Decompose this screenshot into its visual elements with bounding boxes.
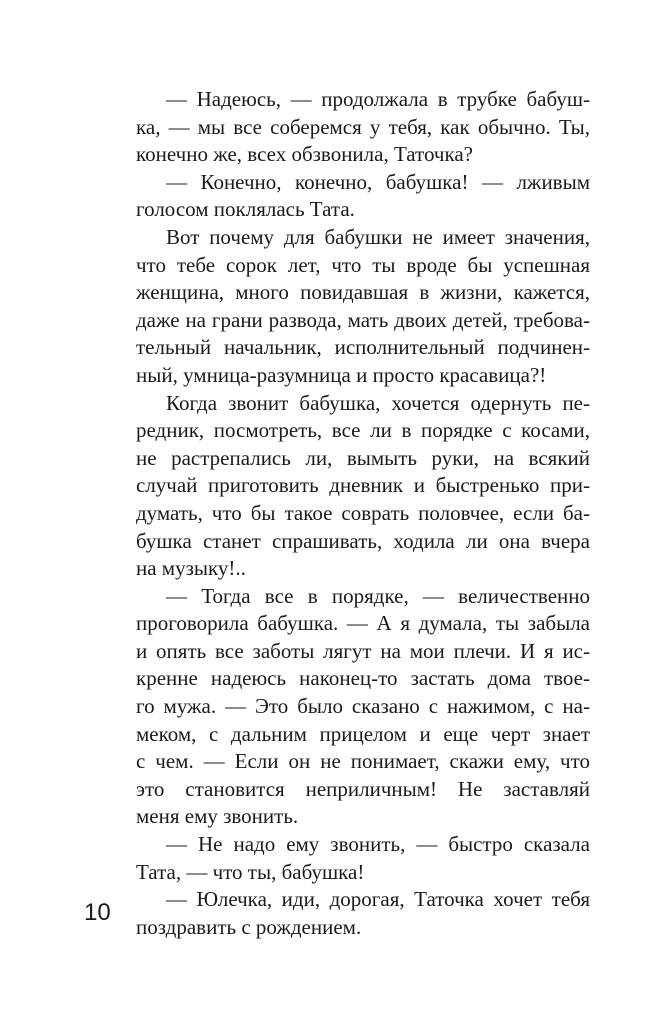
text-line: проговорила бабушка. — А я думала, ты забыла [136, 611, 590, 636]
text-line: Вот почему для бабушки не имеет значения, [166, 224, 590, 249]
text-line: кренне надеюсь наконец-то застать дома твое- [136, 666, 590, 691]
text-line: Когда звонит бабушка, хочется одернуть пе- [166, 390, 590, 415]
text-line: го мужа. — Это было сказано с нажимом, с на- [136, 694, 590, 719]
text-line: меком, с дальним прицелом и еще черт знает [136, 721, 590, 746]
text-line: на музыку!.. [136, 556, 246, 581]
text-line: женщина, много повидавшая в жизни, кажется, [136, 280, 590, 305]
text-line: — Тогда все в порядке, — величественно [166, 583, 590, 608]
text-line: даже на грани развода, мать двоих детей, требова- [136, 307, 590, 332]
text-line: поздравить с рождением. [136, 914, 362, 939]
text-line: не растрепались ли, вымыть руки, на всякий [136, 445, 590, 470]
text-line: это становится неприличным! Не заставляй [136, 776, 590, 801]
text-line: ка, — мы все соберемся у тебя, как обычно. Ты, [136, 114, 590, 139]
text-line: голосом поклялась Тата. [136, 197, 355, 222]
text-line: случай приготовить дневник и быстренько при- [136, 473, 590, 498]
text-line: меня ему звонить. [136, 804, 299, 829]
text-line: — Надеюсь, — продолжала в трубке бабуш- [166, 87, 590, 111]
text-line: бушка станет спрашивать, ходила ли она вчера [136, 528, 590, 553]
text-line: конечно же, всех обзвонила, Таточка? [136, 142, 473, 167]
text-line: — Не надо ему звонить, — быстро сказала [166, 832, 590, 857]
text-line: — Конечно, конечно, бабушка! — лживым [166, 169, 590, 194]
page-number: 10 [84, 899, 111, 926]
body-text [136, 86, 590, 941]
text-line: и опять все заботы лягут на мои плечи. И я ис- [136, 638, 590, 663]
text-line: редник, посмотреть, все ли в порядке с косами, [136, 418, 590, 443]
text-line: ный, умница-разумница и просто красавица?! [136, 362, 547, 387]
text-line: с чем. — Если он не понимает, скажи ему, что [136, 749, 590, 774]
text-line: — Юлечка, иди, дорогая, Таточка хочет тебя [166, 887, 590, 912]
text-line: что тебе сорок лет, что ты вроде бы успешная [136, 252, 590, 277]
text-line: тельный начальник, исполнительный подчинен- [136, 335, 590, 360]
text-line: думать, что бы такое соврать половчее, если ба- [136, 500, 590, 525]
text-line: Тата, — что ты, бабушка! [136, 859, 365, 884]
